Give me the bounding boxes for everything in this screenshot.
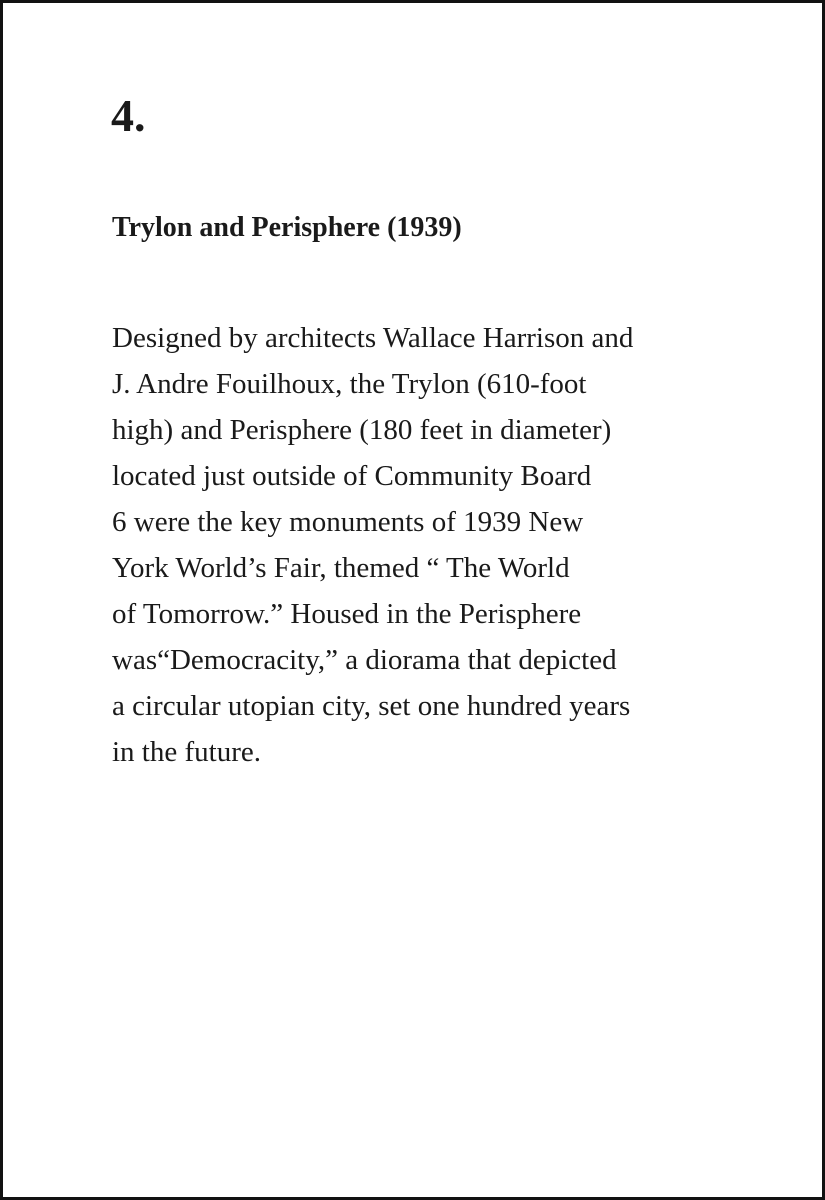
- description-line: located just outside of Community Board: [112, 460, 592, 492]
- description-line: York World’s Fair, themed “ The World: [112, 552, 570, 584]
- description-line: in the future.: [112, 736, 261, 768]
- description-line: J. Andre Fouilhoux, the Trylon (610-foot: [112, 368, 587, 400]
- description-line: 6 were the key monuments of 1939 New: [112, 506, 584, 538]
- description-line: was“Democracity,” a diorama that depicted: [112, 644, 617, 676]
- description-line: high) and Perisphere (180 feet in diameter): [112, 414, 612, 446]
- description-line: a circular utopian city, set one hundred years: [112, 690, 631, 722]
- entry-description: [112, 315, 752, 775]
- description-line: Designed by architects Wallace Harrison and: [112, 322, 634, 354]
- entry-number: 4.: [111, 90, 146, 141]
- entry-title: Trylon and Perisphere (1939): [112, 212, 462, 243]
- description-line: of Tomorrow.” Housed in the Perisphere: [112, 598, 582, 630]
